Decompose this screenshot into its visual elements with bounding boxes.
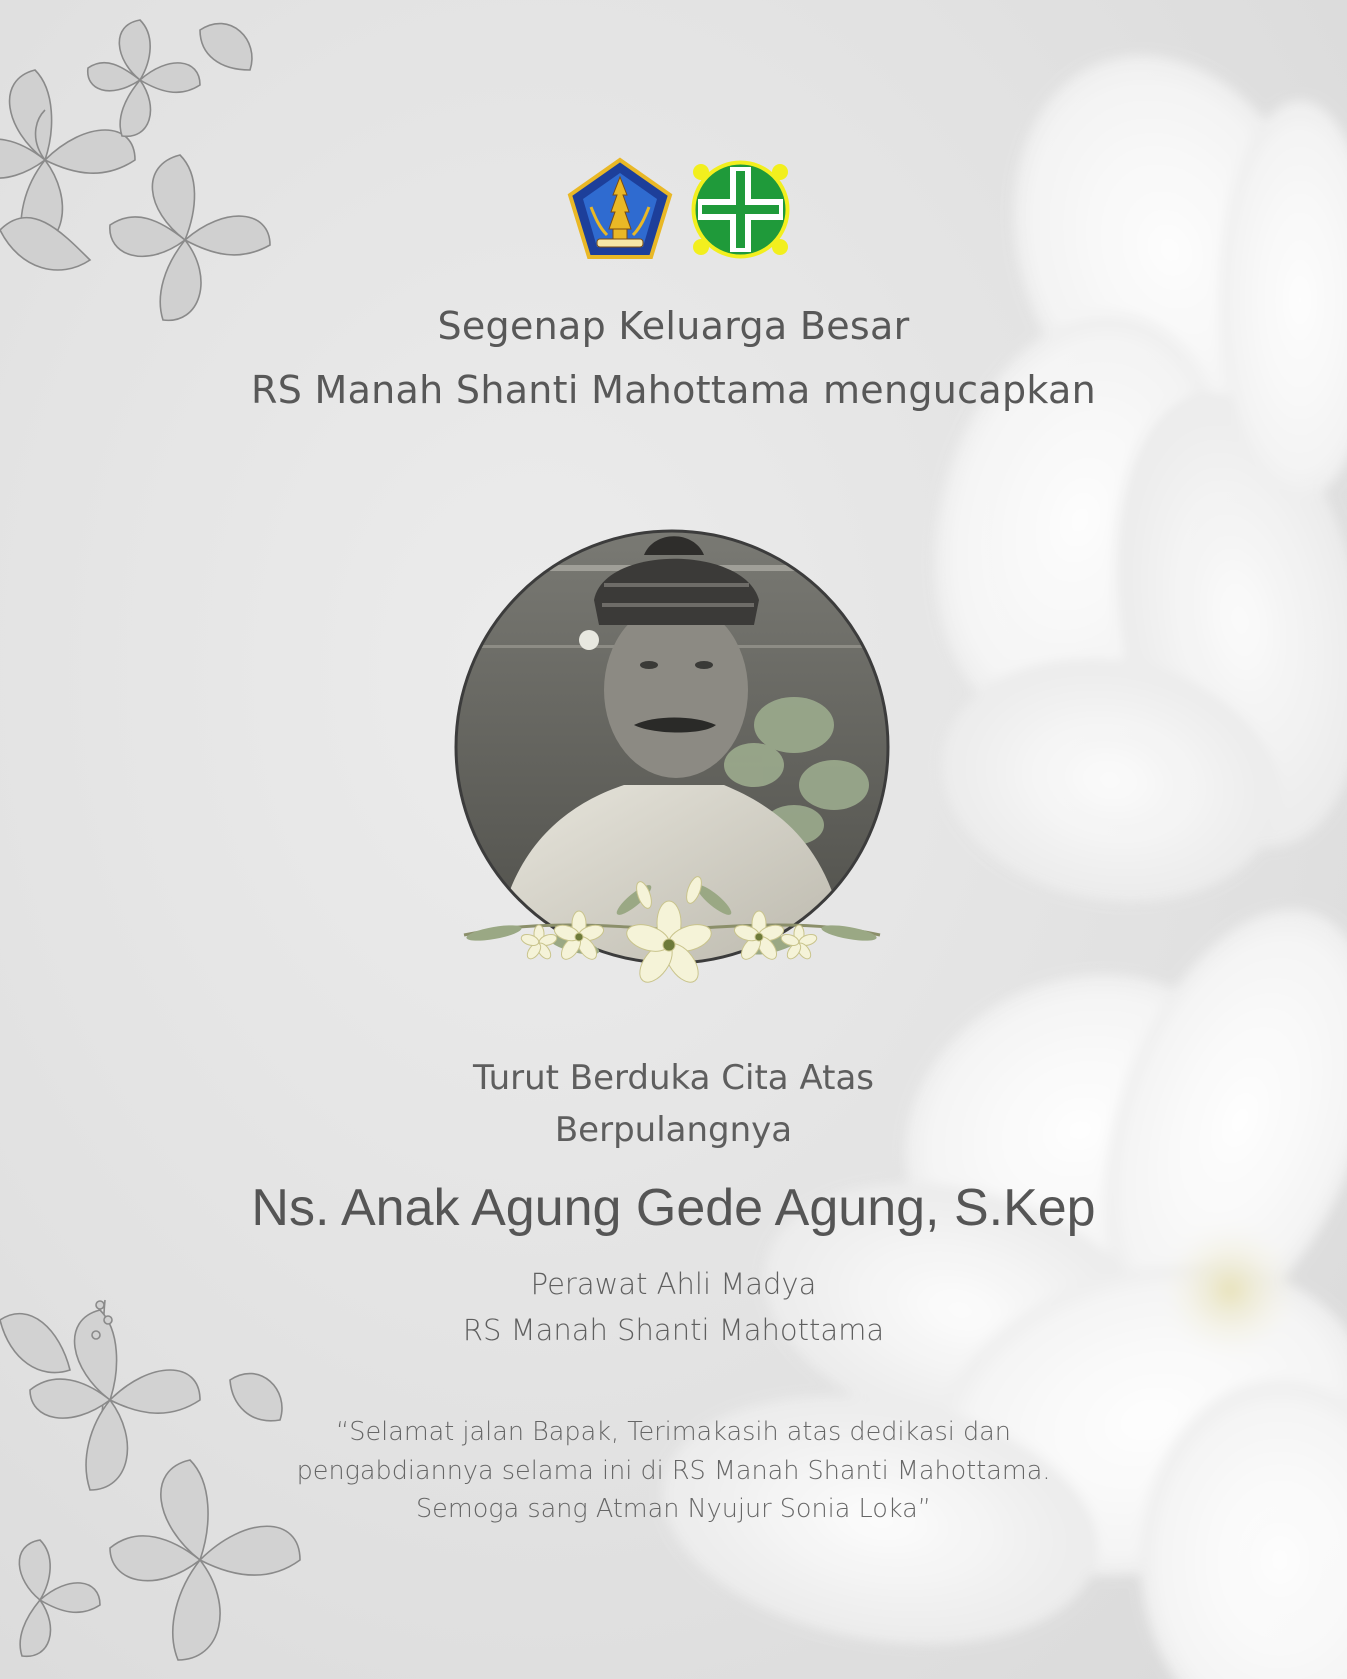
- greeting-line-1: Segenap Keluarga Besar: [437, 304, 910, 348]
- greeting-line-2: RS Manah Shanti Mahottama mengucapkan: [251, 368, 1096, 412]
- farewell-message-line-2: pengabdiannya selama ini di RS Manah Shanti Mahottama.: [296, 1456, 1051, 1486]
- deceased-name: Ns. Anak Agung Gede Agung, S.Kep: [251, 1179, 1096, 1237]
- deceased-institution: RS Manah Shanti Mahottama: [462, 1313, 885, 1347]
- condolence-line-2: Berpulangnya: [554, 1110, 793, 1150]
- deceased-position: Perawat Ahli Madya: [530, 1267, 817, 1301]
- logos-row: [567, 157, 795, 262]
- memorial-portrait: [454, 525, 890, 1015]
- hospital-cross-emblem-icon: [686, 157, 795, 262]
- farewell-message-line-3: Semoga sang Atman Nyujur Sonia Loka”: [415, 1494, 931, 1524]
- farewell-message-line-1: “Selamat jalan Bapak, Terimakasih atas dedikasi dan: [336, 1417, 1011, 1447]
- condolence-line-1: Turut Berduka Cita Atas: [472, 1058, 874, 1098]
- bali-province-emblem-icon: [567, 157, 673, 262]
